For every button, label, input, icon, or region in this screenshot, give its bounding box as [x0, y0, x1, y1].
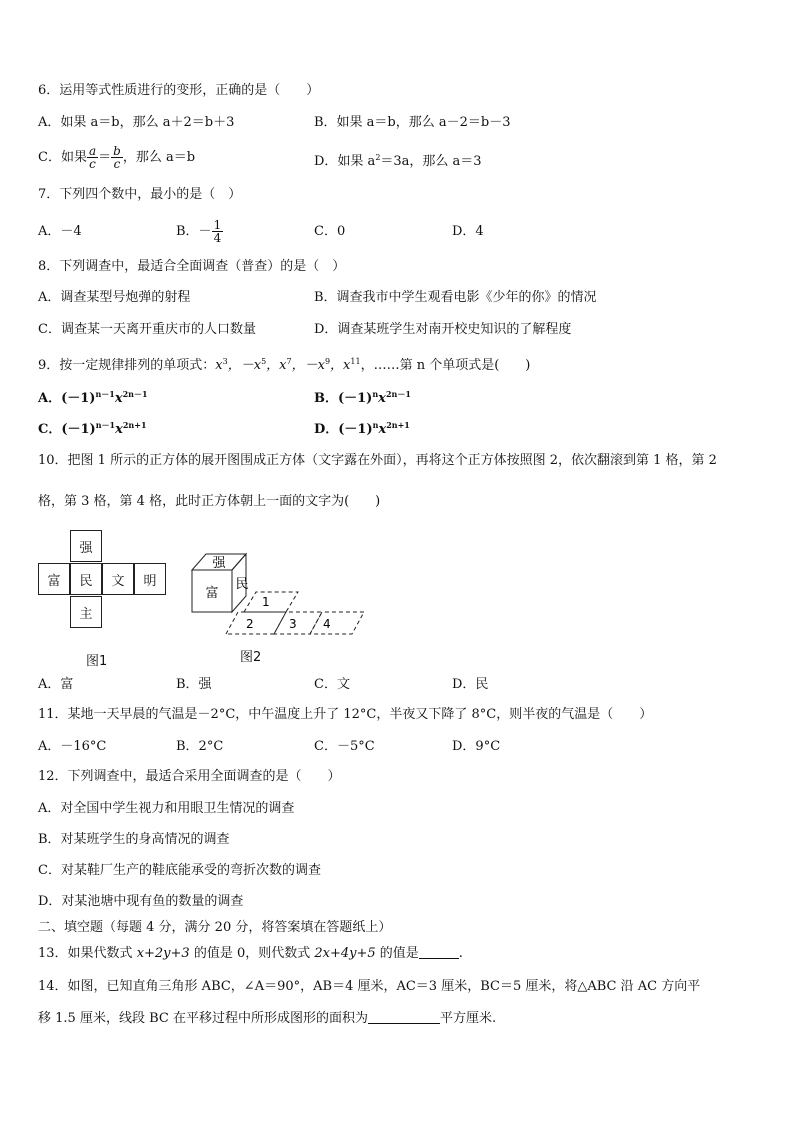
q7-option-c: C．0 — [314, 224, 346, 239]
figure2-caption: 图2 — [240, 650, 262, 665]
q7-b-prefix: B．－ — [176, 224, 212, 239]
q9-stem-suffix: ，……第 n 个单项式是( ) — [360, 358, 531, 373]
fraction-numerator: 1 — [213, 218, 222, 232]
figure2-rolling-diagram — [190, 548, 370, 643]
q10-option-d: D．民 — [452, 677, 489, 692]
cell-label-2: 2 — [246, 617, 254, 631]
q11-option-d: D．9°C — [452, 739, 501, 754]
cell-label-3: 3 — [289, 617, 297, 631]
q10-option-c: C．文 — [314, 677, 350, 692]
q13-middle: 的值是 0，则代数式 — [189, 946, 315, 961]
exponent: 11 — [350, 357, 361, 366]
q9-option-c — [38, 416, 147, 439]
q8-option-a: A．调查某型号炮弹的射程 — [38, 290, 191, 305]
q6-option-d — [314, 149, 482, 171]
q9-stem — [38, 353, 530, 375]
exponent: n－1 — [95, 420, 116, 430]
q7-option-d: D．4 — [452, 224, 484, 239]
q11-stem: 11．某地一天早晨的气温是－2°C，中午温度上升了 12°C，半夜又下降了 8°C，则半夜的气温是（ ） — [38, 707, 653, 722]
term-base: ，－x — [227, 358, 262, 373]
exponent: n — [372, 420, 379, 430]
q6-stem: 6．运用等式性质进行的变形，正确的是（ ） — [38, 83, 320, 98]
cell-label-1: 1 — [262, 595, 270, 609]
option-prefix: A．(－1) — [38, 391, 96, 406]
cell-2 — [226, 612, 286, 634]
q11-option-c: C．－5°C — [314, 739, 375, 754]
q14-line2-prefix: 移 1.5 厘米，线段 BC 在平移过程中所形成图形的面积为 — [38, 1011, 368, 1026]
q11-option-a: A．－16°C — [38, 739, 107, 754]
fraction-denominator: c — [89, 157, 96, 171]
q12-stem: 12．下列调查中，最适合采用全面调查的是（ ） — [38, 769, 341, 784]
exponent: 2n+1 — [122, 420, 147, 430]
q11-option-b: B．2°C — [176, 739, 224, 754]
expression: x+2y+3 — [136, 946, 190, 961]
exponent: 2n+1 — [386, 420, 410, 430]
fraction-one-quarter — [212, 219, 224, 244]
variable: x — [378, 391, 386, 406]
fraction-numerator: a — [88, 144, 97, 158]
equals-sign: ＝ — [98, 150, 112, 165]
q10-option-a: A．富 — [38, 677, 74, 692]
q8-option-d: D．调查某班学生对南开校史知识的了解程度 — [314, 322, 572, 337]
q7-stem: 7．下列四个数中，最小的是（ ） — [38, 187, 242, 202]
exponent: 9 — [324, 357, 331, 366]
variable: x — [378, 422, 387, 437]
q9-option-d — [314, 416, 410, 439]
q6-d-suffix: ＝3a，那么 a＝3 — [380, 154, 482, 169]
cell-3 — [274, 612, 322, 634]
variable: x — [114, 391, 123, 406]
q12-option-c: C．对某鞋厂生产的鞋底能承受的弯折次数的调查 — [38, 863, 321, 878]
q12-option-d: D．对某池塘中现有鱼的数量的调查 — [38, 894, 244, 909]
exponent: 5 — [261, 357, 267, 366]
net-face-right1: 文 — [102, 563, 134, 595]
q9-option-b — [314, 385, 411, 408]
expression: 2x+4y+5 — [314, 946, 376, 961]
net-face-right2: 明 — [134, 563, 166, 595]
fraction-a-over-c — [87, 145, 98, 170]
q8-option-c: C．调查某一天离开重庆市的人口数量 — [38, 322, 256, 337]
answer-blank[interactable] — [368, 1011, 440, 1024]
section-heading: 二、填空题（每题 4 分，满分 20 分，将答案填在答题纸上） — [38, 920, 392, 935]
answer-blank[interactable] — [419, 946, 459, 959]
term-base: x — [215, 358, 223, 373]
variable: x — [115, 422, 123, 437]
exponent: 2 — [375, 153, 381, 162]
term-base: ，x — [330, 358, 351, 373]
exponent: 3 — [222, 357, 228, 366]
net-face-bottom: 主 — [70, 596, 102, 628]
q13-suffix: 的值是 — [375, 946, 419, 961]
cube-side-label: 民 — [235, 577, 249, 592]
cell-1 — [244, 592, 298, 612]
q6-c-prefix: C．如果 — [38, 150, 87, 165]
net-face-center: 民 — [70, 563, 102, 595]
q10-stem-line1: 10．把图 1 所示的正方体的展开图围成正方体（文字露在外面），再将这个正方体按照图 2，依次翻滚到第 1 格，第 2 — [38, 453, 717, 468]
net-face-top: 强 — [70, 530, 102, 562]
fraction-denominator: c — [113, 157, 121, 171]
period: . — [458, 946, 463, 961]
cell-label-4: 4 — [323, 617, 331, 631]
q6-option-b: B．如果 a＝b，那么 a－2＝b－3 — [314, 115, 511, 130]
cube-front-label: 富 — [205, 586, 219, 601]
exponent: 2n－1 — [122, 389, 148, 399]
cube-top-label: 强 — [212, 556, 226, 571]
fraction-numerator: b — [113, 144, 121, 158]
q14-stem-line2 — [38, 1010, 496, 1028]
q9-stem-prefix: 9．按一定规律排列的单项式： — [38, 358, 216, 373]
net-face-left: 富 — [38, 563, 70, 595]
cell-4 — [310, 612, 364, 634]
term-base: ，x — [266, 358, 287, 373]
exponent: n — [372, 389, 379, 399]
q13-stem — [38, 945, 463, 963]
q10-stem-line2: 格，第 3 格，第 4 格，此时正方体朝上一面的文字为( ) — [38, 494, 381, 509]
q7-option-b — [176, 212, 223, 252]
q8-stem: 8．下列调查中，最适合全面调查（普查）的是（ ） — [38, 259, 346, 274]
option-prefix: B．(－1) — [314, 391, 373, 406]
q12-option-a: A．对全国中学生视力和用眼卫生情况的调查 — [38, 801, 295, 816]
q9-option-a — [38, 385, 148, 408]
q13-prefix: 13．如果代数式 — [38, 946, 137, 961]
figure1-caption: 图1 — [86, 654, 108, 669]
term-base: ，－x — [291, 358, 325, 373]
option-prefix: D．(－1) — [314, 422, 373, 437]
q14-stem-line1: 14．如图，已知直角三角形 ABC，∠A＝90°，AB＝4 厘米，AC＝3 厘米，BC＝5 厘米，将△ABC 沿 AC 方向平 — [38, 979, 701, 994]
q8-option-b: B．调查我市中学生观看电影《少年的你》的情况 — [314, 290, 597, 305]
q7-option-a: A．－4 — [38, 224, 82, 239]
exponent: 7 — [286, 357, 292, 366]
q6-option-a: A．如果 a＝b，那么 a＋2＝b＋3 — [38, 115, 235, 130]
q6-c-suffix: ，那么 a＝b — [122, 150, 196, 165]
exponent: 2n－1 — [385, 389, 411, 399]
option-prefix: C．(－1) — [38, 422, 96, 437]
q6-option-c — [38, 144, 195, 172]
q6-d-prefix: D．如果 a — [314, 154, 376, 169]
q14-line2-suffix: 平方厘米. — [439, 1011, 497, 1026]
q12-option-b: B．对某班学生的身高情况的调查 — [38, 832, 230, 847]
fraction-b-over-c — [111, 145, 123, 170]
fraction-denominator: 4 — [213, 231, 222, 245]
q10-option-b: B．强 — [176, 677, 212, 692]
exponent: n－1 — [95, 389, 115, 399]
